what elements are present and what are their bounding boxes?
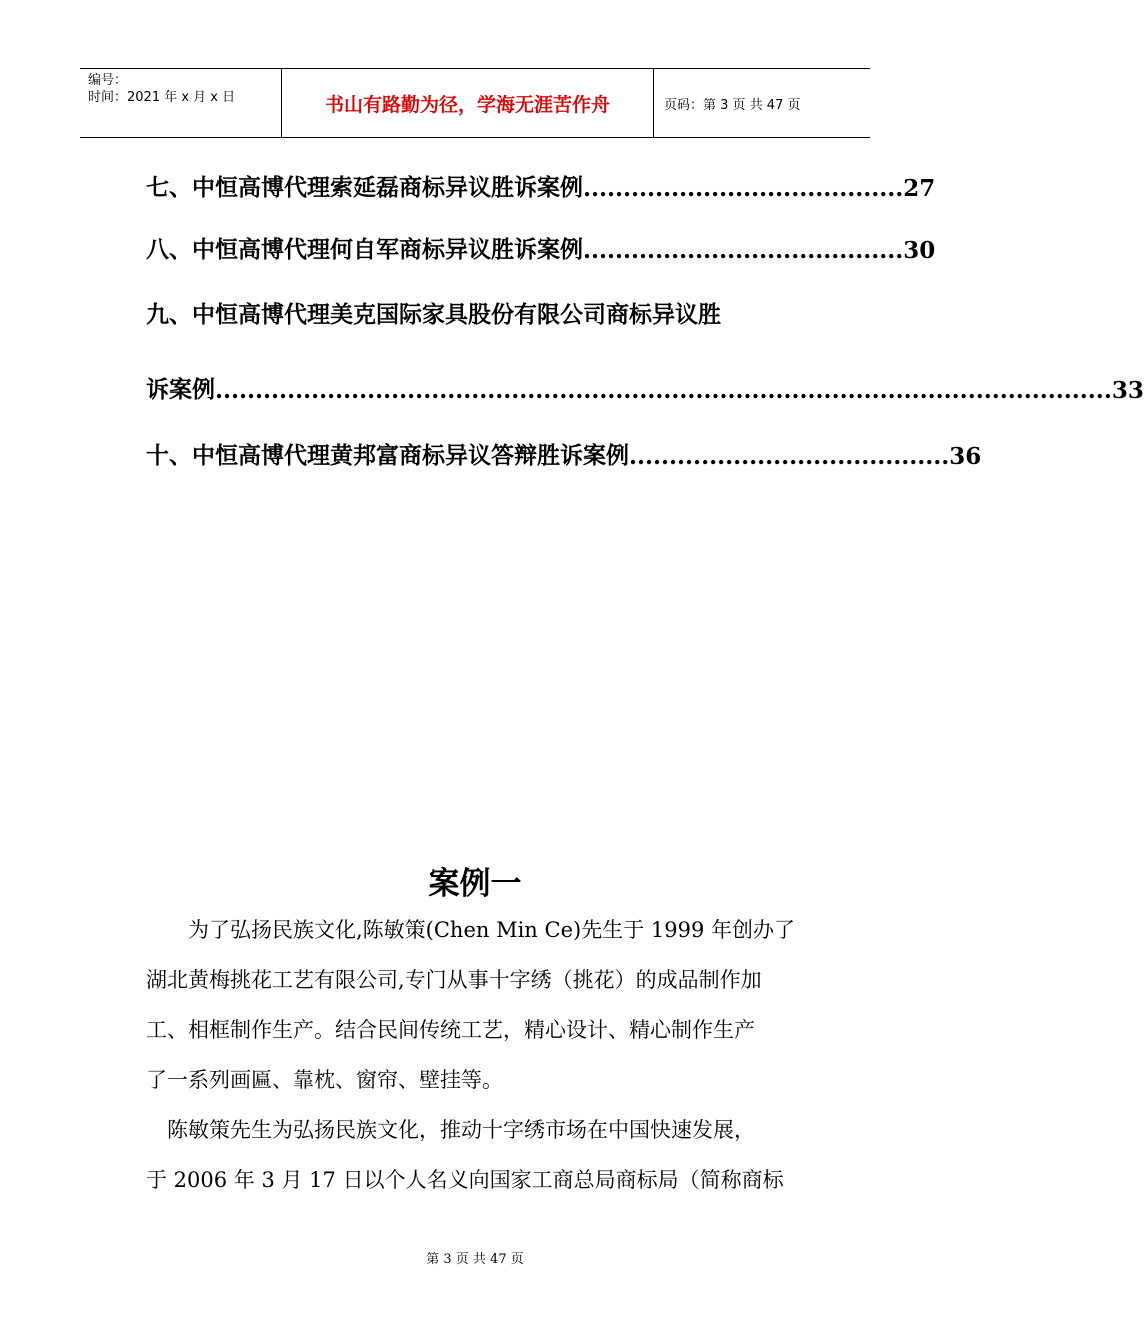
toc-entry-title: 诉案例 — [146, 376, 215, 403]
toc-entry-title: 八、中恒高博代理何自军商标异议胜诉案例 — [146, 236, 583, 263]
toc-entry-title: 七、中恒高博代理索延磊商标异议胜诉案例 — [146, 174, 583, 201]
header-page-info: 页码：第 3 页 共 47 页 — [664, 97, 801, 113]
body-line: 了一系列画匾、靠枕、窗帘、壁挂等。 — [146, 1068, 503, 1092]
toc-page-number: 36 — [949, 443, 982, 470]
toc-entry-title: 十、中恒高博代理黄邦富商标异议答辩胜诉案例 — [146, 442, 629, 469]
header-motto: 书山有路勤为径，学海无涯苦作舟 — [282, 69, 654, 137]
header-time-label: 时间：2021 年 x 月 x 日 — [88, 90, 236, 105]
body-line: 陈敏策先生为弘扬民族文化，推动十字绣市场在中国快速发展， — [146, 1118, 755, 1142]
page-header — [80, 68, 870, 138]
toc-entry-8[interactable] — [146, 230, 936, 264]
header-meta — [80, 69, 282, 137]
body-line: 为了弘扬民族文化,陈敏策(Chen Min Ce)先生于 1999 年创办了 — [146, 918, 795, 942]
body-line: 于 2006 年 3 月 17 日以个人名义向国家工商总局商标局（简称商标 — [146, 1168, 784, 1192]
toc-entry-9[interactable] — [146, 370, 1144, 404]
toc-leader-dots: ........................................ — [629, 443, 950, 470]
body-line: 工、相框制作生产。结合民间传统工艺，精心设计、精心制作生产 — [146, 1018, 755, 1042]
case-title: 案例一 — [428, 866, 522, 902]
toc-entry-7[interactable] — [146, 168, 936, 202]
toc-entry-9-line1[interactable]: 九、中恒高博代理美克国际家具股份有限公司商标异议胜 — [146, 301, 721, 328]
toc-entry-10[interactable] — [146, 436, 982, 470]
toc-page-number: 27 — [903, 175, 936, 202]
toc-leader-dots: ........................................ — [583, 175, 904, 202]
body-line: 湖北黄梅挑花工艺有限公司,专门从事十字绣（挑花）的成品制作加 — [146, 968, 762, 992]
header-number-label: 编号： — [88, 73, 128, 88]
toc-page-number: 33 — [1111, 377, 1144, 404]
toc-leader-dots: ................................................................................................................ — [215, 377, 1112, 404]
toc-page-number: 30 — [903, 237, 936, 264]
toc-leader-dots: ........................................ — [583, 237, 904, 264]
page-footer: 第 3 页 共 47 页 — [426, 1252, 524, 1267]
